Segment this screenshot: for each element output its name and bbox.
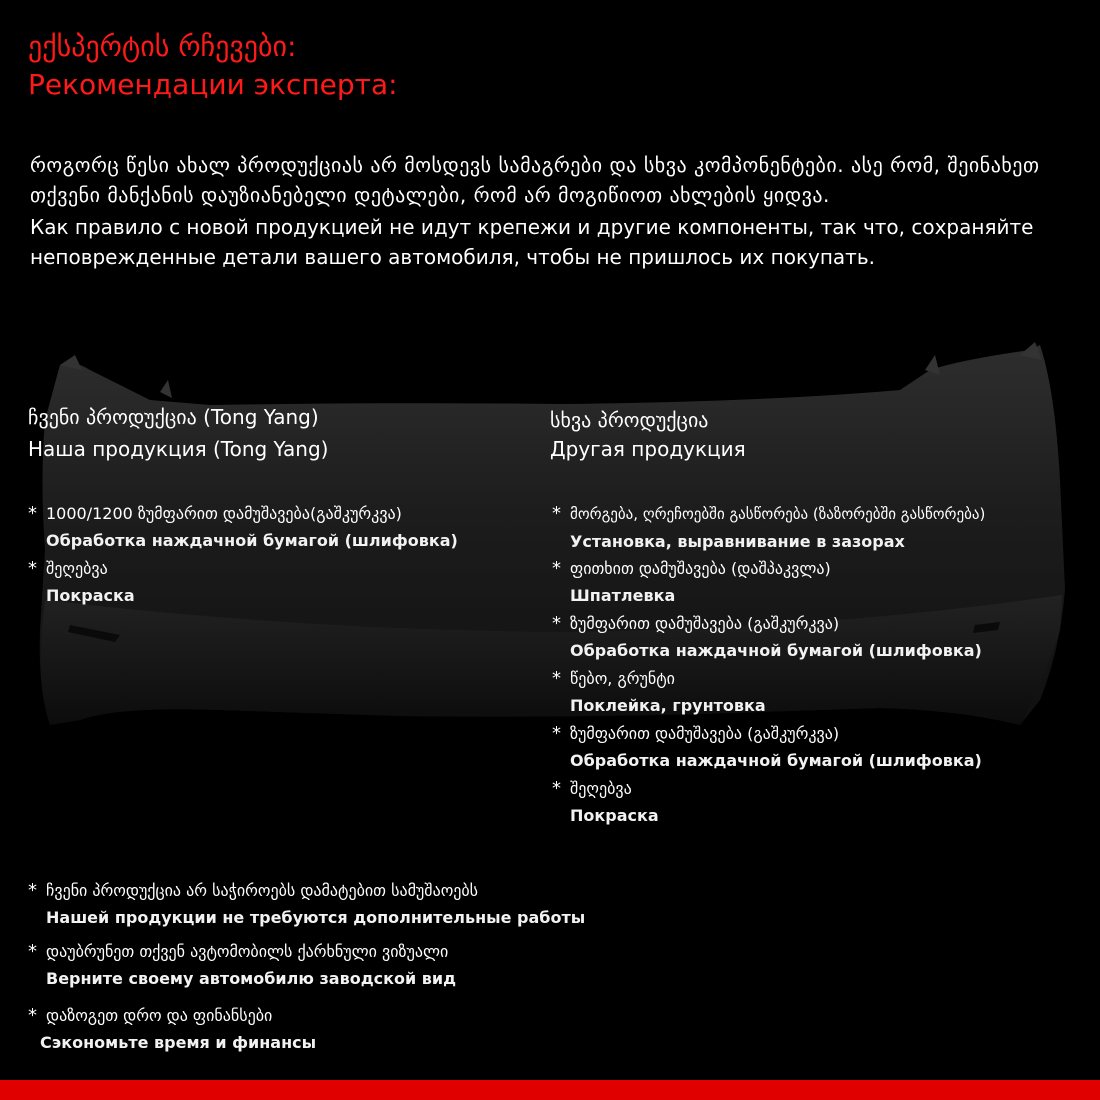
our-item-2-ka: შეღებვა (46, 559, 108, 578)
other-product-heading-ka: სხვა პროდუქცია (550, 408, 709, 432)
other-item-2-ru: Шпатлевка (570, 586, 676, 605)
benefit-2 (28, 938, 456, 992)
star-bullet: * (552, 503, 561, 524)
other-item-1 (552, 500, 985, 555)
benefit-1-ka: ჩვენი პროდუქცია არ საჭიროებს დამატებით სამუშაოებს (46, 881, 479, 900)
our-item-1-ka: 1000/1200 ზუმფარით დამუშავება(გაშკურკვა) (46, 504, 402, 523)
star-bullet: * (28, 558, 37, 579)
our-item-1-ru: Обработка наждачной бумагой (шлифовка) (46, 531, 458, 550)
other-item-6 (552, 775, 659, 829)
other-item-4 (552, 665, 766, 719)
intro-text (30, 150, 1070, 272)
star-bullet: * (28, 880, 37, 901)
other-item-5 (552, 720, 982, 774)
benefit-3-ka: დაზოგეთ დრო და ფინანსები (46, 1006, 273, 1025)
other-item-6-ru: Покраска (570, 806, 659, 825)
other-product-heading-ru: Другая продукция (550, 437, 746, 461)
bottom-red-bar (0, 1080, 1100, 1100)
other-item-1-ka: მორგება, ღრეჩოებში გასწორება (ზაზორებში გასწორება) (570, 505, 986, 523)
other-item-3-ka: ზუმფარით დამუშავება (გაშკურკვა) (570, 614, 840, 633)
star-bullet: * (552, 613, 561, 634)
benefit-3 (28, 1002, 316, 1056)
star-bullet: * (552, 723, 561, 744)
other-item-1-ru: Установка, выравнивание в зазорах (570, 532, 905, 551)
benefit-3-ru: Сэкономьте время и финансы (40, 1033, 317, 1052)
star-bullet: * (552, 778, 561, 799)
other-item-4-ru: Поклейка, грунтовка (570, 696, 766, 715)
our-item-2 (28, 555, 135, 609)
other-item-4-ka: წებო, გრუნტი (570, 669, 675, 688)
star-bullet: * (28, 1005, 37, 1026)
our-product-heading-ka: ჩვენი პროდუქცია (Tong Yang) (28, 405, 319, 429)
benefit-1 (28, 877, 585, 931)
other-item-3 (552, 610, 982, 664)
other-item-2-ka: ფითხით დამუშავება (დაშპაკვლა) (570, 559, 831, 578)
our-product-heading-ru: Наша продукция (Tong Yang) (28, 437, 329, 461)
intro-russian: Как правило с новой продукцией не идут крепежи и другие компоненты, так что, сохраняйте неповрежденные детали вашего автомобиля, чтобы не пришлось их покупать. (30, 215, 1034, 269)
intro-georgian: როგორც წესი ახალ პროდუქციას არ მოსდევს სამაგრები და სხვა კომპონენტები. ასე რომ, შეინახეთ თქვენი მანქანის დაუზიანებელი დეტალები, რომ არ მოგიწიოთ ახლების ყიდვა. (30, 153, 1040, 207)
star-bullet: * (552, 558, 561, 579)
other-item-6-ka: შეღებვა (570, 779, 632, 798)
star-bullet: * (28, 503, 37, 524)
our-item-2-ru: Покраска (46, 586, 135, 605)
title-georgian: ექსპერტის რჩევები: (28, 30, 297, 63)
star-bullet: * (28, 941, 37, 962)
other-item-2 (552, 555, 831, 609)
benefit-2-ka: დაუბრუნეთ თქვენ ავტომობილს ქარხნული ვიზუალი (46, 942, 449, 961)
benefit-1-ru: Нашей продукции не требуются дополнительные работы (46, 908, 586, 927)
other-item-5-ka: ზუმფარით დამუშავება (გაშკურკვა) (570, 724, 840, 743)
benefit-2-ru: Верните своему автомобилю заводской вид (46, 969, 456, 988)
other-item-3-ru: Обработка наждачной бумагой (шлифовка) (570, 641, 982, 660)
title-russian: Рекомендации эксперта: (28, 68, 398, 101)
our-item-1 (28, 500, 458, 554)
star-bullet: * (552, 668, 561, 689)
other-item-5-ru: Обработка наждачной бумагой (шлифовка) (570, 751, 982, 770)
